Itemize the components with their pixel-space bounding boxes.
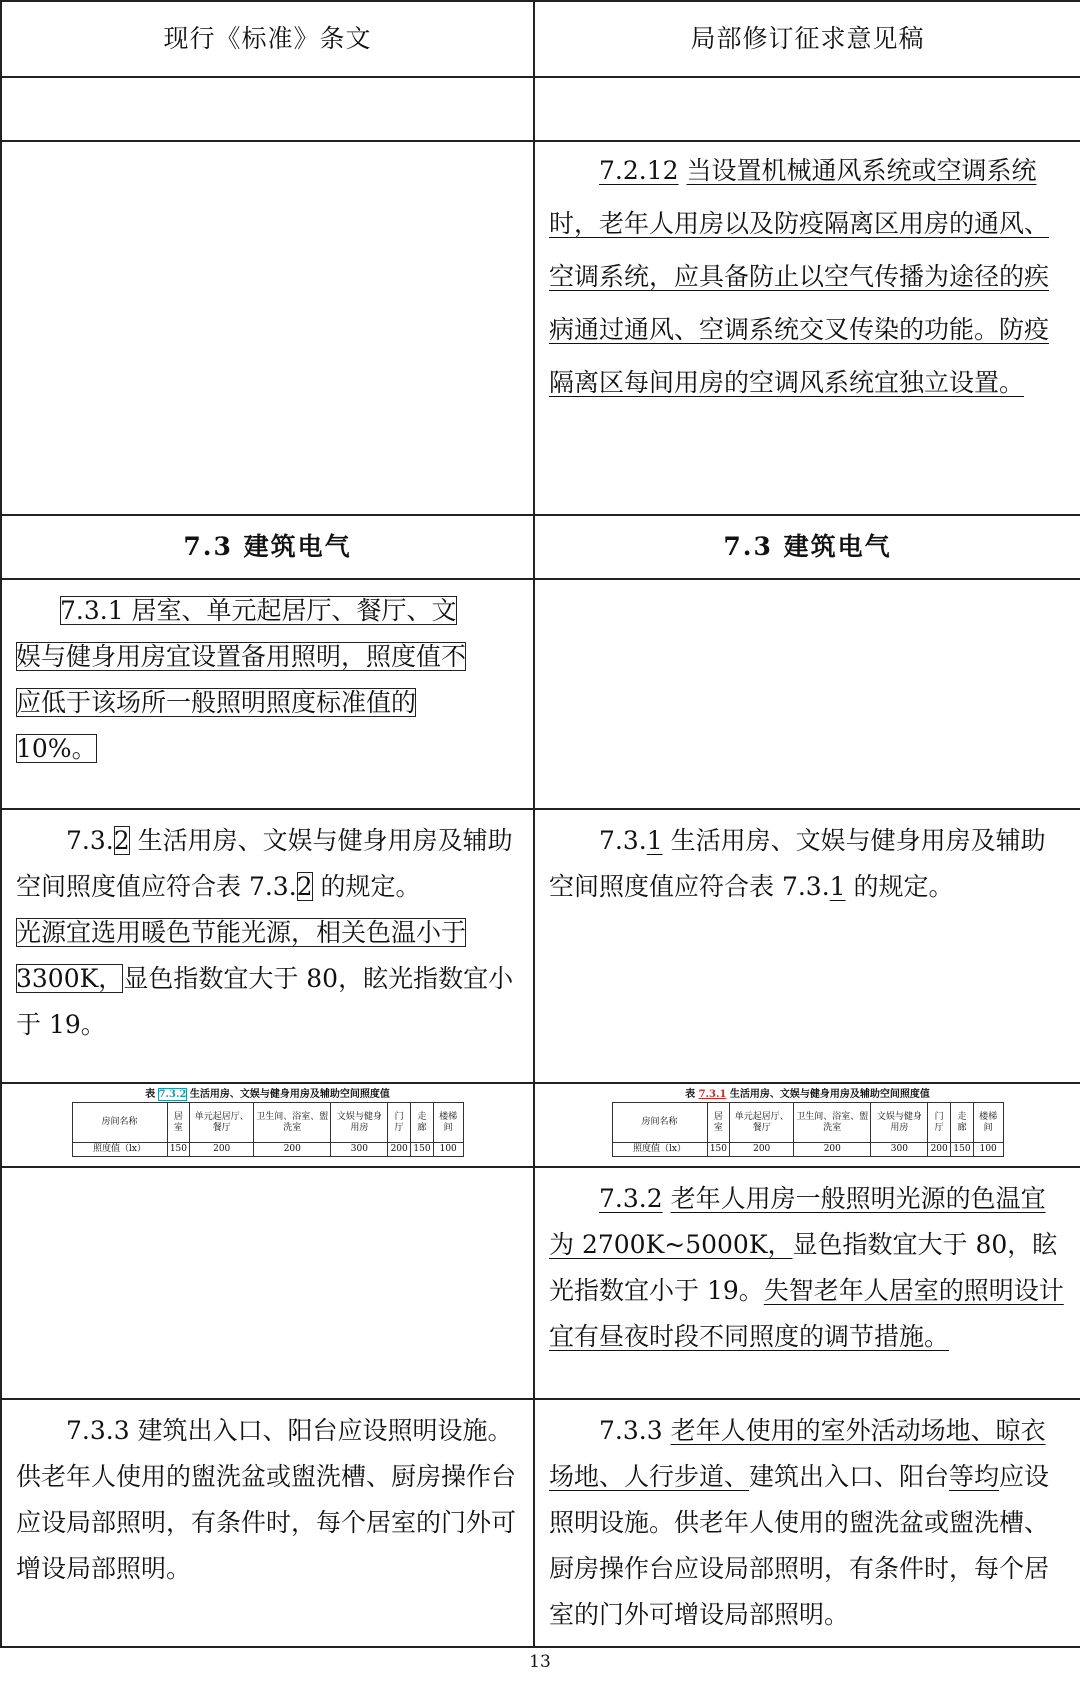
- clause-7-2-12-text: 当设置机械通风系统或空调系统时，老年人用房以及防疫隔离区用房的通风、空调系统，应具备防止以空气传播为途径的疾病通过通风、空调系统交叉传染的功能。防疫隔离区每间用房的空调风系统宜独立设置。: [549, 156, 1050, 397]
- old-7-3-2-boxed-1: 光源宜选用暖色节能光源，相关色温小于: [16, 918, 467, 947]
- new-7-3-1-text-end: 的规定。: [845, 872, 954, 901]
- header-current-standard: 现行《标准》条文: [1, 1, 534, 77]
- mini-table-right: 房间名称 居室 单元起居厅、餐厅 卫生间、浴室、盥洗室 文娱与健身用房 门厅 走廊 楼梯间 照度值（lx） 150 200 200 300 200 150 100: [612, 1102, 1004, 1157]
- new-clause-7-3-1: [535, 810, 1080, 918]
- new-7-3-2-text-c: 失智老年人居室的照明设计宜有昼夜时段不同照度的调节措施。: [549, 1276, 1064, 1351]
- new-7-3-1-number: 1: [646, 826, 663, 855]
- old-7-3-2-tail: 显色指数宜大于 80，眩光指数宜小于 19。: [16, 964, 514, 1039]
- new-7-3-1-empty: [534, 579, 1080, 809]
- mini-table-right-caption: 表 7.3.1 生活用房、文娱与健身用房及辅助空间照度值: [685, 1089, 930, 1100]
- old-7-3-1-line-4: 10%。: [16, 734, 97, 763]
- new-7-3-3-number: 7.3.3: [599, 1416, 663, 1445]
- new-7-3-2-text-a: 老年人用房一般照明光源的色温宜为 2700K~5000K，: [549, 1184, 1046, 1259]
- old-7-3-2-number-box: 2: [113, 826, 130, 855]
- header-revision-draft: 局部修订征求意见稿: [534, 1, 1080, 77]
- new-7-3-1-prefix: 7.3.: [599, 826, 647, 855]
- section-7-3-old: 7.3 建筑电气: [1, 515, 534, 579]
- section-7-3-new: 7.3 建筑电气: [534, 515, 1080, 579]
- row-mini-tables: [1, 1083, 1080, 1167]
- new-clause-7-3-3: [535, 1400, 1080, 1646]
- old-7-3-2-text: 生活用房、文娱与健身用房及辅助空间照度值应符合表 7.3.: [16, 826, 513, 901]
- mini-table-left: 房间名称 居室 单元起居厅、餐厅 卫生间、浴室、盥洗室 文娱与健身用房 门厅 走廊 楼梯间 照度值（lx） 150 200 200 300 200 150 100: [72, 1102, 464, 1157]
- page-number: 13: [529, 1652, 551, 1672]
- row-7-3-3: [1, 1399, 1080, 1647]
- new-7-3-2-number: 7.3.2: [599, 1184, 663, 1213]
- old-clause-7-3-3: 7.3.3 建筑出入口、阳台应设照明设施。供老年人使用的盥洗盆或盥洗槽、厨房操作台应设局部照明，有条件时，每个居室的门外可增设局部照明。: [16, 1416, 517, 1583]
- new-7-3-1-table-ref: 1: [829, 872, 846, 901]
- header-row: [1, 1, 1080, 77]
- row-7-2-12: [1, 141, 1080, 515]
- row-new-7-3-2: [1, 1167, 1080, 1399]
- new-clause-7-3-2: [535, 1168, 1080, 1368]
- old-7-2-12-cell: [1, 141, 534, 515]
- new-7-3-1-text: 生活用房、文娱与健身用房及辅助空间照度值应符合表 7.3.: [549, 826, 1046, 901]
- old-7-3-2-empty: [1, 1167, 534, 1399]
- new-7-3-3-tail: 应设照明设施。供老年人使用的盥洗盆或盥洗槽、厨房操作台应设局部照明，有条件时，每个居室的门外可增设局部照明。: [549, 1462, 1050, 1629]
- old-7-3-2-table-ref-box: 2: [296, 872, 313, 901]
- new-7-3-3-mid: 建筑出入口、阳台: [749, 1462, 950, 1491]
- old-clause-7-3-1: [2, 580, 533, 780]
- section-7-3-row: [1, 515, 1080, 579]
- old-7-3-1-line-1: 7.3.1 居室、单元起居厅、餐厅、文: [60, 596, 457, 625]
- new-7-3-3-insert-b: 等均: [949, 1462, 1000, 1491]
- old-7-3-1-line-3: 应低于该场所一般照明照度标准值的: [16, 688, 417, 717]
- old-7-3-2-boxed-2: 3300K，: [16, 964, 124, 993]
- new-7-3-3-insert-a: 老年人使用的室外活动场地、晾衣场地、人行步道、: [549, 1416, 1046, 1491]
- old-7-3-2-text-end: 的规定。: [312, 872, 421, 901]
- new-7-3-2-text-b: 显色指数宜大于 80，眩光指数宜小于 19。: [549, 1230, 1058, 1305]
- old-clause-7-3-2: [2, 810, 533, 1056]
- clause-7-2-12: [535, 142, 1080, 417]
- mini-table-right-caption-number: 7.3.1: [698, 1089, 727, 1100]
- mini-table-left-caption-number: 7.3.2: [158, 1089, 187, 1100]
- clause-7-2-12-number: 7.2.12: [599, 156, 679, 185]
- row-7-3-1: [1, 579, 1080, 809]
- mini-table-left-caption: 表 7.3.2 生活用房、文娱与健身用房及辅助空间照度值: [145, 1089, 390, 1100]
- old-7-3-2-prefix: 7.3.: [66, 826, 114, 855]
- empty-row: [1, 77, 1080, 141]
- row-7-3-2: [1, 809, 1080, 1083]
- old-7-3-1-line-2: 娱与健身用房宜设置备用照明，照度值不: [16, 642, 467, 671]
